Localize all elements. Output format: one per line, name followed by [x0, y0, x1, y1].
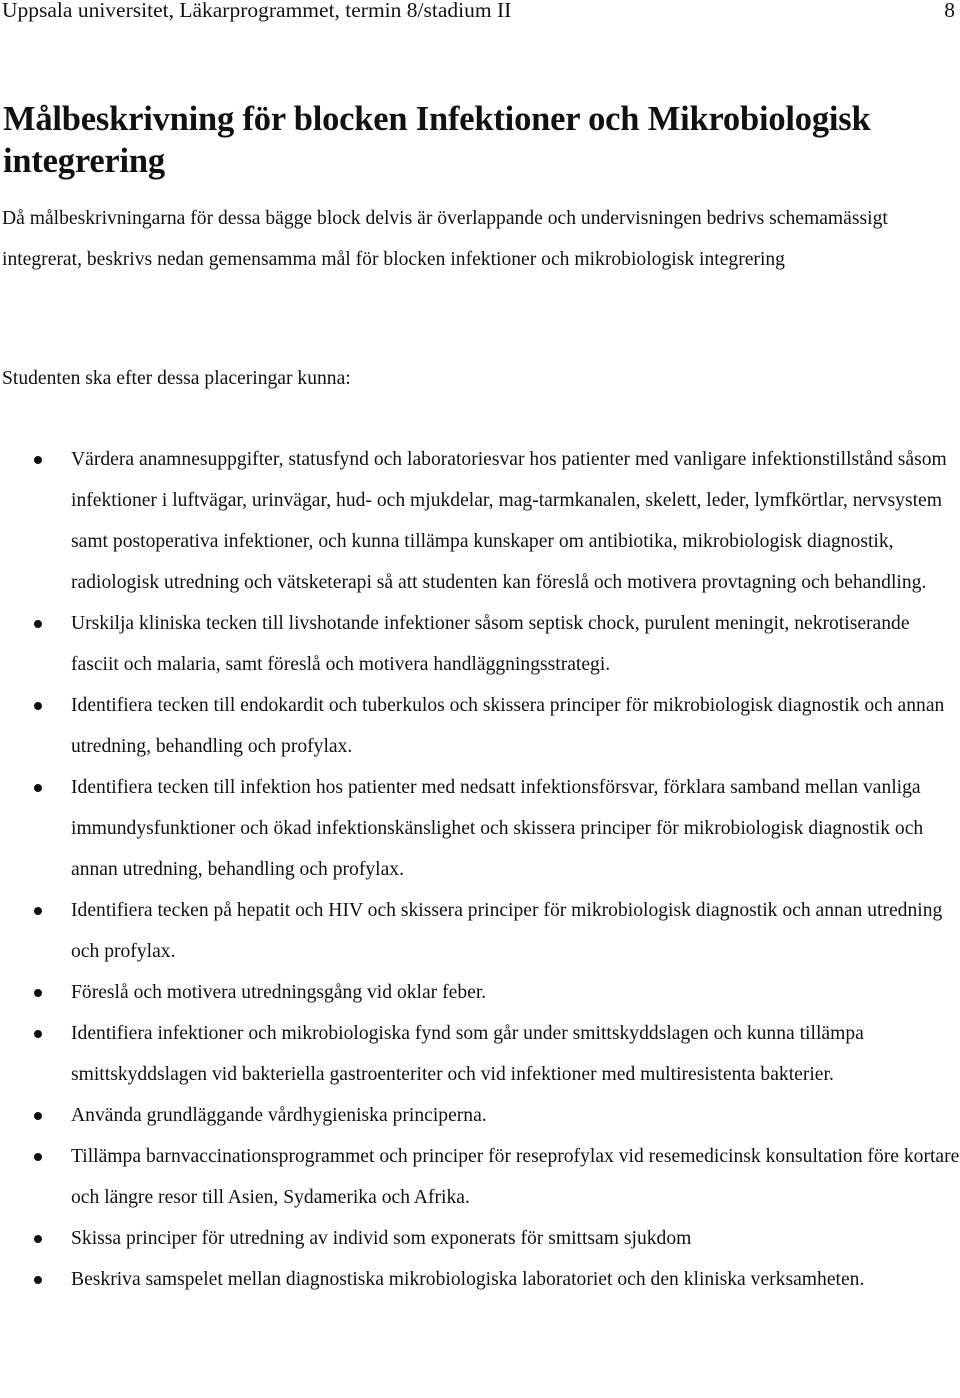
- list-item: [0, 1218, 960, 1259]
- list-item: [0, 767, 960, 890]
- list-item: [0, 1259, 960, 1300]
- bullet-icon: [34, 1112, 42, 1120]
- list-item-text: Tillämpa barnvaccinationsprogrammet och principer för reseprofylax vid resemedicinsk konsultation före kortare och längre resor till Asien, Sydamerika och Afrika.: [71, 1146, 960, 1208]
- list-item: [0, 1013, 960, 1095]
- list-item: [0, 603, 960, 685]
- list-item: [0, 439, 960, 603]
- bullet-icon: [34, 784, 42, 792]
- list-item: [0, 1136, 960, 1218]
- list-item-text: Använda grundläggande vårdhygieniska principerna.: [71, 1105, 487, 1126]
- bullet-icon: [34, 907, 42, 915]
- list-item: [0, 1095, 960, 1136]
- lead-sentence: Studenten ska efter dessa placeringar kunna:: [2, 368, 351, 389]
- list-item-text: Beskriva samspelet mellan diagnostiska mikrobiologiska laboratoriet och den kliniska verksamheten.: [71, 1269, 865, 1290]
- list-item-text: Skissa principer för utredning av individ som exponerats för smittsam sjukdom: [71, 1228, 692, 1249]
- bullet-icon: [34, 620, 42, 628]
- page-number: 8: [944, 0, 955, 22]
- list-item: [0, 972, 960, 1013]
- bullet-icon: [34, 702, 42, 710]
- bullet-icon: [34, 1276, 42, 1284]
- learning-goals-list: [0, 439, 960, 1300]
- bullet-icon: [34, 456, 42, 464]
- bullet-icon: [34, 989, 42, 997]
- document-title: Målbeskrivning för blocken Infektioner och Mikrobiologisk integrering: [3, 100, 871, 180]
- list-item-text: Identifiera tecken till endokardit och tuberkulos och skissera principer för mikrobiologisk diagnostik och annan utredning, behandling och profylax.: [71, 695, 945, 757]
- list-item-text: Värdera anamnesuppgifter, statusfynd och laboratoriesvar hos patienter med vanligare infektionstillstånd såsom infektioner i luftvägar, urinvägar, hud- och mjukdelar, mag-tarmkanalen, skelett, leder, lymfkörtlar, nervsystem samt postoperativa infektioner, och kunna tillämpa kunskaper om antibiotika, mikrobiologisk diagnostik, radiologisk utredning och vätsketerapi så att studenten kan föreslå och motivera provtagning och behandling.: [71, 449, 947, 593]
- list-item: [0, 890, 960, 972]
- list-item-text: Identifiera infektioner och mikrobiologiska fynd som går under smittskyddslagen och kunna tillämpa smittskyddslagen vid bakteriella gastroenteriter och vid infektioner med multiresistenta bakterier.: [71, 1023, 864, 1085]
- running-header: [0, 0, 960, 23]
- list-item-text: Urskilja kliniska tecken till livshotande infektioner såsom septisk chock, purulent meningit, nekrotiserande fasciit och malaria, samt föreslå och motivera handläggningsstrategi.: [71, 613, 910, 675]
- bullet-icon: [34, 1030, 42, 1038]
- list-item-text: Föreslå och motivera utredningsgång vid oklar feber.: [71, 982, 487, 1003]
- list-item-text: Identifiera tecken till infektion hos patienter med nedsatt infektionsförsvar, förklara samband mellan vanliga immundysfunktioner och ökad infektionskänslighet och skissera principer för mikrobiologisk diagnostik och annan utredning, behandling och profylax.: [71, 777, 924, 880]
- bullet-icon: [34, 1235, 42, 1243]
- list-item-text: Identifiera tecken på hepatit och HIV och skissera principer för mikrobiologisk diagnostik och annan utredning och profylax.: [71, 900, 943, 962]
- intro-paragraph: Då målbeskrivningarna för dessa bägge block delvis är överlappande och undervisningen bedrivs schemamässigt integrerat, beskrivs nedan gemensamma mål för blocken infektioner och mikrobiologisk integrering: [2, 208, 888, 270]
- running-header-title: Uppsala universitet, Läkarprogrammet, termin 8/stadium II: [2, 0, 512, 22]
- list-item: [0, 685, 960, 767]
- bullet-icon: [34, 1153, 42, 1161]
